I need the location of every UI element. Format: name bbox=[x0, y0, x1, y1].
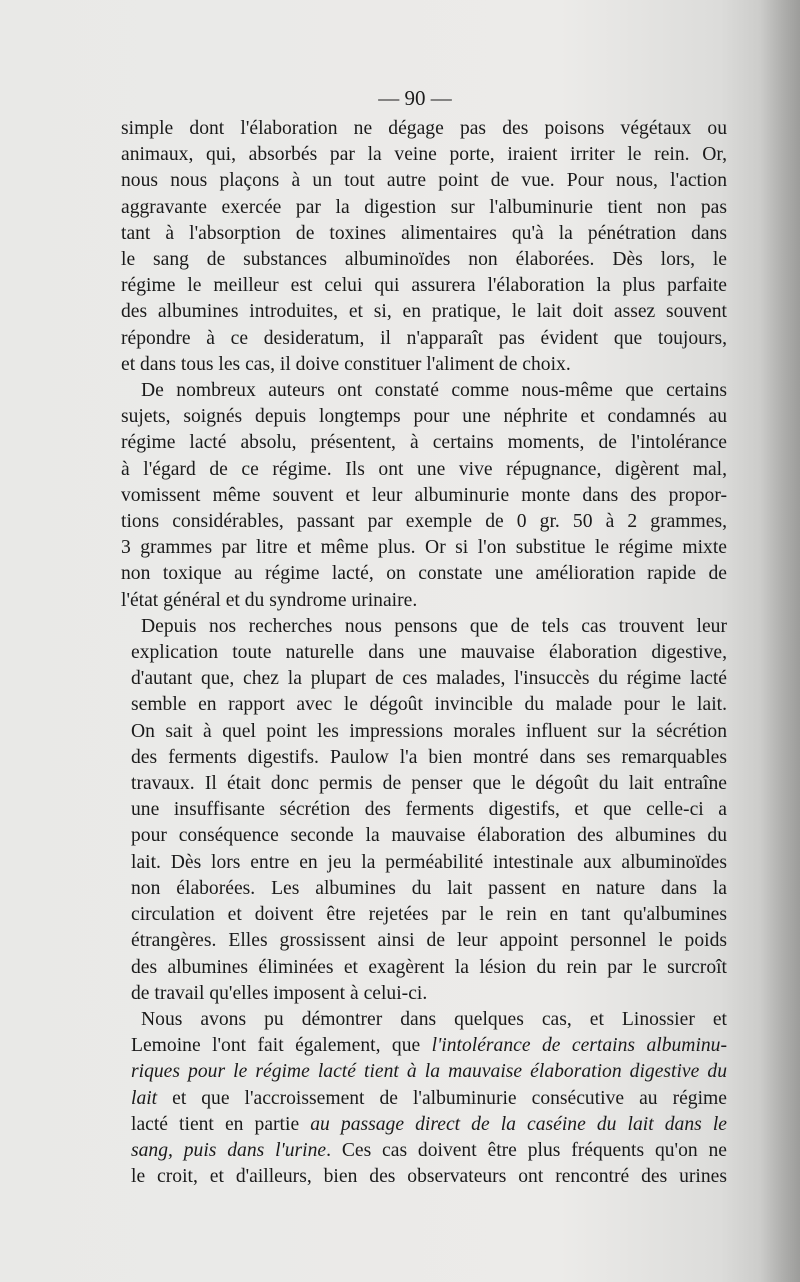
text-line: répondre à ce desideratum, il n'apparaît pas évident que toujours, bbox=[121, 327, 727, 349]
text-line: travaux. Il était donc permis de penser que le dégoût du lait entraîne bbox=[131, 773, 727, 795]
text-line: pour conséquence seconde la mauvaise élaboration des albumines du bbox=[131, 825, 727, 847]
text-line: non élaborées. Les albumines du lait passent en nature dans la bbox=[131, 877, 727, 899]
text-line: semble en rapport avec le dégoût invincible du malade pour le lait. bbox=[131, 694, 727, 716]
body-text bbox=[121, 116, 727, 1190]
text-line: à l'égard de ce régime. Ils ont une vive répugnance, digèrent mal, bbox=[121, 458, 727, 480]
page-number: — 90 — bbox=[378, 86, 452, 110]
text-line: non toxique au régime lacté, on constate une amélioration rapide de bbox=[121, 563, 727, 585]
text-line: régime lacté absolu, présentent, à certains moments, de l'intolérance bbox=[121, 432, 727, 454]
text-line: animaux, qui, absorbés par la veine porte, iraient irriter le rein. Or, bbox=[121, 144, 727, 166]
text-line: tant à l'absorption de toxines alimentaires qu'à la pénétration dans bbox=[121, 222, 727, 244]
text-line: Depuis nos recherches nous pensons que de tels cas trouvent leur bbox=[141, 615, 727, 637]
text-line: nous nous plaçons à un tout autre point de vue. Pour nous, l'action bbox=[121, 170, 727, 192]
text-line: riques pour le régime lacté tient à la mauvaise élaboration digestive du bbox=[131, 1061, 727, 1083]
text-line: de travail qu'elles imposent à celui-ci. bbox=[131, 982, 428, 1004]
text-line: circulation et doivent être rejetées par le rein en tant qu'albumines bbox=[131, 904, 727, 926]
text-line: tions considérables, passant par exemple de 0 gr. 50 à 2 grammes, bbox=[121, 511, 727, 533]
text-line: le sang de substances albuminoïdes non élaborées. Dès lors, le bbox=[121, 249, 727, 271]
text-line: étrangères. Elles grossissent ainsi de leur appoint personnel le poids bbox=[131, 930, 727, 952]
text-line: et dans tous les cas, il doive constituer l'aliment de choix. bbox=[121, 353, 571, 375]
text-line: lait. Dès lors entre en jeu la perméabilité intestinale aux albuminoïdes bbox=[131, 851, 727, 873]
text-line: une insuffisante sécrétion des ferments digestifs, et que celle-ci a bbox=[131, 799, 727, 821]
page-edge-shadow bbox=[760, 0, 800, 1282]
text-line: sujets, soignés depuis longtemps pour une néphrite et condamnés au bbox=[121, 406, 727, 428]
text-line: aggravante exercée par la digestion sur l'albuminurie tient non pas bbox=[121, 196, 727, 218]
text-line: l'état général et du syndrome urinaire. bbox=[121, 589, 418, 611]
text-line: des albumines introduites, et si, en pratique, le lait doit assez souvent bbox=[121, 301, 727, 323]
text-line: lacté tient en partie au passage direct de la caséine du lait dans le bbox=[131, 1113, 727, 1135]
text-line: On sait à quel point les impressions morales influent sur la sécrétion bbox=[131, 720, 727, 742]
text-line: des ferments digestifs. Paulow l'a bien montré dans ses remarquables bbox=[131, 746, 727, 768]
text-line: simple dont l'élaboration ne dégage pas des poisons végétaux ou bbox=[121, 118, 727, 139]
text-line: sang, puis dans l'urine. Ces cas doivent être plus fréquents qu'on ne bbox=[131, 1139, 727, 1161]
text-line: De nombreux auteurs ont constaté comme nous-même que certains bbox=[141, 380, 727, 402]
text-line: d'autant que, chez la plupart de ces malades, l'insuccès du régime lacté bbox=[131, 668, 727, 690]
text-line: des albumines éliminées et exagèrent la lésion du rein par le surcroît bbox=[131, 956, 727, 978]
text-line: le croit, et d'ailleurs, bien des observateurs ont rencontré des urines bbox=[131, 1166, 727, 1188]
paragraph-final bbox=[121, 1007, 727, 1190]
text-line: 3 grammes par litre et même plus. Or si l'on substitue le régime mixte bbox=[121, 537, 727, 559]
main-paragraphs bbox=[121, 116, 727, 1007]
text-line: lait et que l'accroissement de l'albuminurie consécutive au régime bbox=[131, 1087, 727, 1109]
text-line: vomissent même souvent et leur albuminurie monte dans des propor- bbox=[121, 484, 727, 506]
text-line: explication toute naturelle dans une mauvaise élaboration digestive, bbox=[131, 642, 727, 664]
text-line: régime le meilleur est celui qui assurera l'élaboration la plus parfaite bbox=[121, 275, 727, 297]
text-line: Lemoine l'ont fait également, que l'intolérance de certains albuminu- bbox=[131, 1035, 728, 1057]
text-line: Nous avons pu démontrer dans quelques cas, et Linossier et bbox=[141, 1008, 727, 1030]
